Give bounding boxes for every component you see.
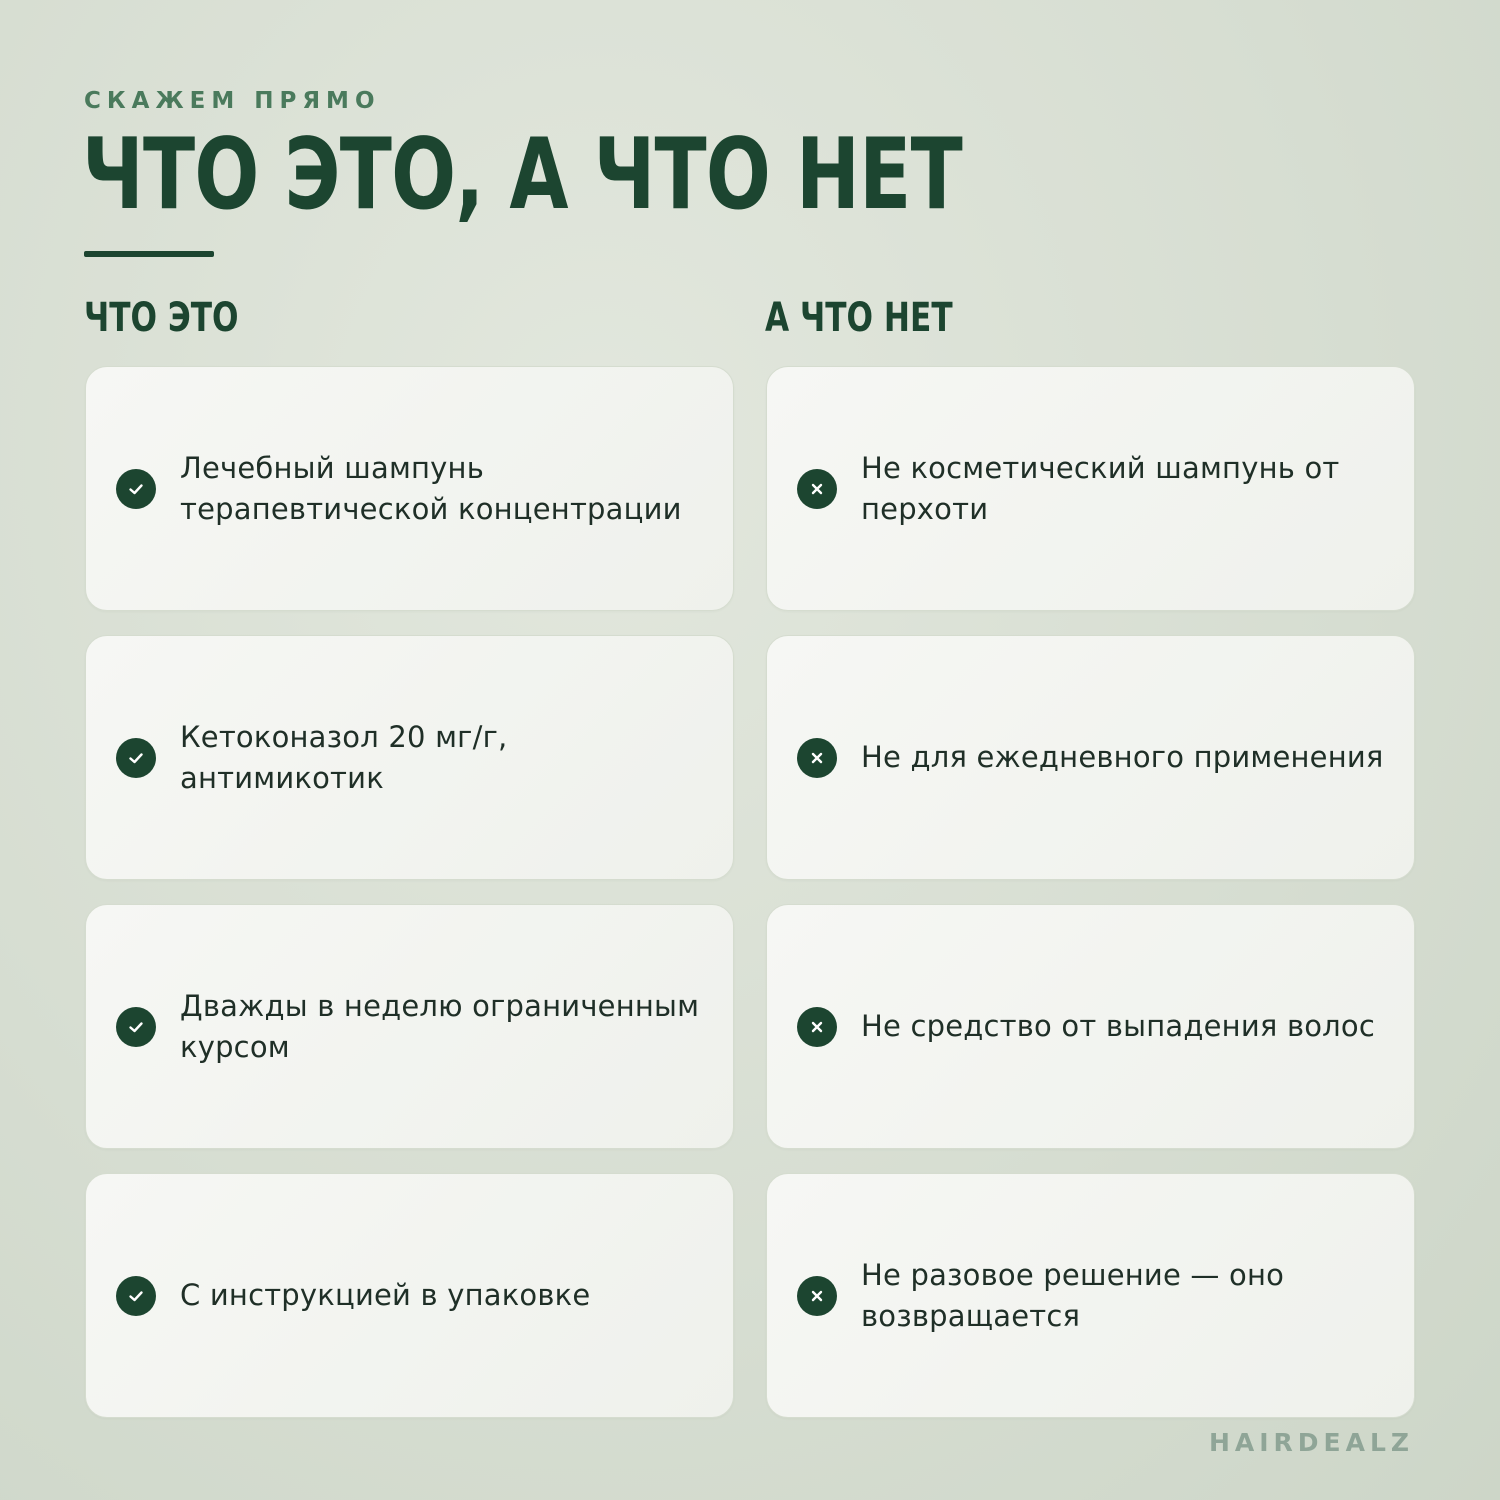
cross-icon [797, 1276, 837, 1316]
eyebrow-label: СКАЖЕМ ПРЯМО [84, 88, 381, 114]
column-heading-is-not: А ЧТО НЕТ [765, 295, 953, 341]
is-not-card-text: Не для ежедневного применения [861, 740, 1384, 774]
page-title: ЧТО ЭТО, А ЧТО НЕТ [82, 118, 962, 232]
cross-icon [797, 469, 837, 509]
is-column [85, 366, 734, 1418]
column-heading-is: ЧТО ЭТО [84, 295, 239, 341]
is-not-card [766, 635, 1415, 880]
title-underline [84, 251, 214, 257]
is-not-card [766, 366, 1415, 611]
is-not-card-text: Не средство от выпадения волос [861, 1009, 1375, 1043]
brand-wordmark: HAIRDEALZ [1208, 1428, 1414, 1457]
is-card-text: С инструкцией в упаковке [180, 1278, 591, 1312]
check-icon [116, 469, 156, 509]
is-card [85, 904, 734, 1149]
is-card [85, 1173, 734, 1418]
is-card-text: Кетоконазол 20 мг/г, антимикотик [180, 719, 508, 795]
is-not-card [766, 1173, 1415, 1418]
is-card-text: Лечебный шампунь терапевтической концентрации [180, 450, 682, 526]
is-card-text: Дважды в неделю ограниченным курсом [180, 988, 700, 1064]
cross-icon [797, 738, 837, 778]
is-card [85, 366, 734, 611]
is-not-column [766, 366, 1415, 1418]
is-not-card-text: Не косметический шампунь от перхоти [861, 450, 1340, 526]
is-not-card [766, 904, 1415, 1149]
check-icon [116, 1276, 156, 1316]
cross-icon [797, 1007, 837, 1047]
is-not-card-text: Не разовое решение — оно возвращается [861, 1257, 1285, 1333]
is-card [85, 635, 734, 880]
check-icon [116, 1007, 156, 1047]
check-icon [116, 738, 156, 778]
